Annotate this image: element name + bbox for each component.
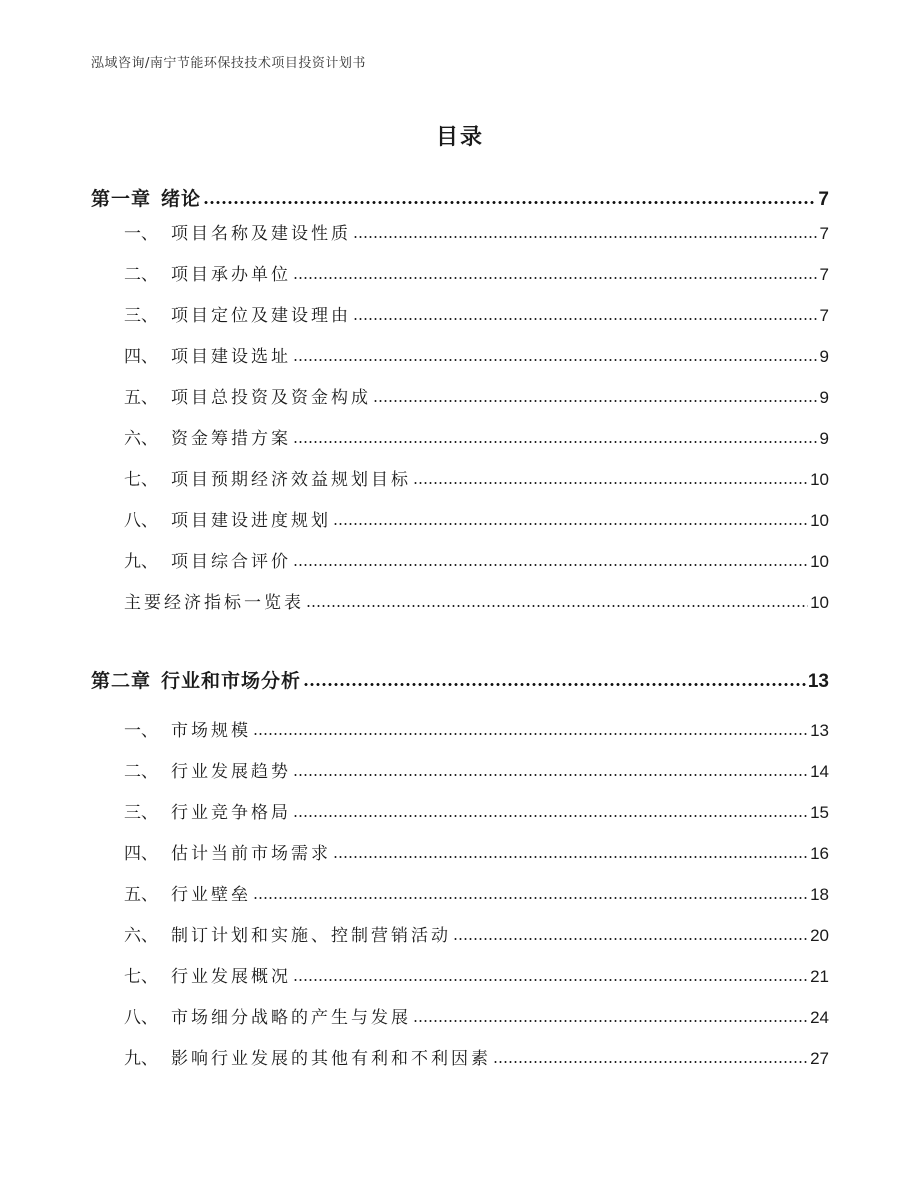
entry-number: 一、 <box>124 721 158 741</box>
entry-title: 市场规模 <box>171 721 251 741</box>
entry-number: 七、 <box>124 967 158 987</box>
chapter-number: 第一章 <box>91 188 152 210</box>
dot-leader <box>353 224 818 239</box>
toc-chapter-2[interactable] <box>91 666 829 693</box>
entry-number: 九、 <box>124 1049 158 1069</box>
page-number: 10 <box>810 593 829 612</box>
entry-title: 项目预期经济效益规划目标 <box>171 470 411 490</box>
page-number: 21 <box>810 967 829 986</box>
page-number: 16 <box>810 844 829 863</box>
toc-entry[interactable] <box>124 839 829 864</box>
page-number: 9 <box>819 388 829 407</box>
dot-leader <box>453 926 808 941</box>
entry-title: 项目承办单位 <box>171 265 291 285</box>
toc-entry[interactable] <box>124 880 829 905</box>
page-number: 10 <box>810 511 829 530</box>
dot-leader <box>306 593 808 608</box>
entry-number: 五、 <box>124 885 158 905</box>
entry-title: 估计当前市场需求 <box>171 844 331 864</box>
entry-title: 项目总投资及资金构成 <box>171 388 371 408</box>
toc-entry[interactable] <box>124 301 829 326</box>
entry-number: 一、 <box>124 224 158 244</box>
toc-title: 目录 <box>435 125 484 150</box>
toc-entry[interactable] <box>124 757 829 782</box>
page-number: 10 <box>810 470 829 489</box>
entry-number: 八、 <box>124 1008 158 1028</box>
dot-leader <box>373 388 818 403</box>
dot-leader <box>293 967 808 982</box>
toc-entry[interactable] <box>124 547 829 572</box>
dot-leader <box>333 844 808 859</box>
entry-number: 二、 <box>124 762 158 782</box>
page-number: 7 <box>818 189 829 210</box>
running-header: 泓域咨询/南宁节能环保技技术项目投资计划书 <box>91 56 366 71</box>
toc-entry[interactable] <box>124 465 829 490</box>
page-number: 13 <box>810 721 829 740</box>
dot-leader <box>293 347 818 362</box>
dot-leader <box>293 265 818 280</box>
page-number: 18 <box>810 885 829 904</box>
page-number: 7 <box>819 265 829 284</box>
toc-entry[interactable] <box>124 1044 829 1069</box>
page-number: 27 <box>810 1049 829 1068</box>
toc-entry[interactable] <box>124 798 829 823</box>
chapter-number: 第二章 <box>91 670 152 692</box>
dot-leader <box>303 670 806 687</box>
dot-leader <box>413 1008 808 1023</box>
entry-title: 行业壁垒 <box>171 885 251 905</box>
page-number: 7 <box>819 224 829 243</box>
toc-entry[interactable] <box>124 588 829 613</box>
toc-entry[interactable] <box>124 219 829 244</box>
page-number: 13 <box>807 671 829 692</box>
page-number: 15 <box>810 803 829 822</box>
entry-title: 行业竞争格局 <box>171 803 291 823</box>
toc-chapter-1[interactable] <box>91 184 829 211</box>
entry-title: 行业发展趋势 <box>171 762 291 782</box>
entry-number: 四、 <box>124 844 158 864</box>
toc-entry[interactable] <box>124 260 829 285</box>
dot-leader <box>353 306 818 321</box>
dot-leader <box>493 1049 808 1064</box>
entry-number: 七、 <box>124 470 158 490</box>
dot-leader <box>253 885 808 900</box>
entry-title: 制订计划和实施、控制营销活动 <box>171 926 451 946</box>
toc-entry[interactable] <box>124 962 829 987</box>
entry-title: 主要经济指标一览表 <box>124 593 304 613</box>
entry-title: 行业发展概况 <box>171 967 291 987</box>
entry-number: 二、 <box>124 265 158 285</box>
toc-entry[interactable] <box>124 383 829 408</box>
entry-number: 六、 <box>124 429 158 449</box>
entry-number: 九、 <box>124 552 158 572</box>
entry-title: 市场细分战略的产生与发展 <box>171 1008 411 1028</box>
dot-leader <box>293 762 808 777</box>
entry-number: 四、 <box>124 347 158 367</box>
toc-entry[interactable] <box>124 506 829 531</box>
page-number: 10 <box>810 552 829 571</box>
chapter-title: 绪论 <box>161 188 202 210</box>
entry-title: 项目综合评价 <box>171 552 291 572</box>
dot-leader <box>333 511 808 526</box>
dot-leader <box>203 188 816 205</box>
toc-entry[interactable] <box>124 424 829 449</box>
entry-number: 八、 <box>124 511 158 531</box>
entry-title: 项目名称及建设性质 <box>171 224 351 244</box>
page-number: 9 <box>819 347 829 366</box>
page-number: 20 <box>810 926 829 945</box>
page-number: 7 <box>819 306 829 325</box>
entry-title: 项目建设进度规划 <box>171 511 331 531</box>
toc-entry[interactable] <box>124 716 829 741</box>
toc-entry[interactable] <box>124 1003 829 1028</box>
toc-entry[interactable] <box>124 921 829 946</box>
dot-leader <box>413 470 808 485</box>
chapter-title: 行业和市场分析 <box>161 670 302 692</box>
page-number: 14 <box>810 762 829 781</box>
entry-title: 项目定位及建设理由 <box>171 306 351 326</box>
page-number: 9 <box>819 429 829 448</box>
entry-title: 项目建设选址 <box>171 347 291 367</box>
dot-leader <box>253 721 808 736</box>
entry-number: 三、 <box>124 803 158 823</box>
dot-leader <box>293 552 808 567</box>
dot-leader <box>293 429 818 444</box>
entry-title: 资金筹措方案 <box>171 429 291 449</box>
entry-number: 三、 <box>124 306 158 326</box>
entry-number: 六、 <box>124 926 158 946</box>
page-number: 24 <box>810 1008 829 1027</box>
entry-number: 五、 <box>124 388 158 408</box>
dot-leader <box>293 803 808 818</box>
entry-title: 影响行业发展的其他有利和不利因素 <box>171 1049 491 1069</box>
toc-entry[interactable] <box>124 342 829 367</box>
